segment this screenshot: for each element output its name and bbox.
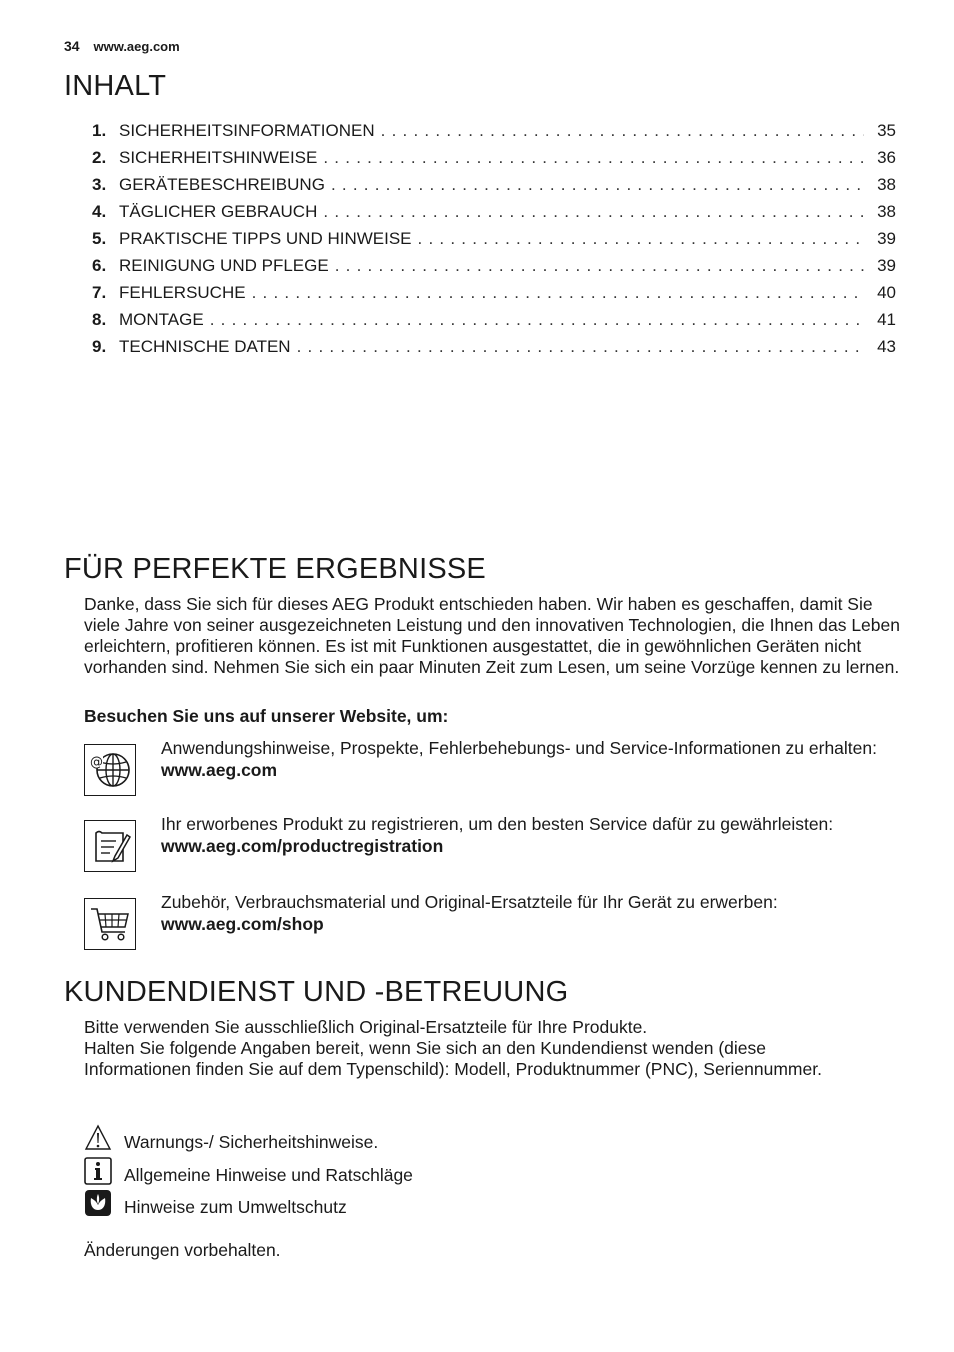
page-number: 34 — [64, 38, 80, 54]
toc-item-label: REINIGUNG UND PFLEGE — [119, 256, 329, 275]
toc-item-page: 36 — [877, 148, 896, 167]
service-description — [161, 738, 901, 781]
toc-item[interactable] — [92, 283, 896, 310]
toc-item-label: FEHLERSUCHE — [119, 283, 246, 302]
toc-leader-dots — [381, 121, 864, 141]
toc-item[interactable] — [92, 229, 896, 256]
toc-item-label: SICHERHEITSINFORMATIONEN — [119, 121, 375, 140]
service-description — [161, 892, 901, 935]
info-icon — [84, 1157, 112, 1185]
toc-item-label: SICHERHEITSHINWEISE — [119, 148, 318, 167]
toc-leader-dots — [210, 310, 864, 330]
header-url[interactable]: www.aeg.com — [93, 39, 180, 54]
toc-item-number: 1. — [92, 121, 107, 140]
section-title-kundendienst: KUNDENDIENST UND -BETREUUNG — [64, 976, 569, 1008]
toc-leader-dots — [252, 283, 864, 303]
toc-leader-dots — [323, 202, 864, 222]
toc-item-number: 4. — [92, 202, 107, 221]
toc-item-label: TECHNISCHE DATEN — [119, 337, 291, 356]
registration-form-icon — [84, 820, 136, 872]
toc-item[interactable] — [92, 337, 896, 364]
toc-leader-dots — [418, 229, 864, 249]
toc-item-number: 5. — [92, 229, 107, 248]
toc-leader-dots — [331, 175, 864, 195]
toc-item[interactable] — [92, 148, 896, 175]
toc-item-number: 7. — [92, 283, 107, 302]
toc-item-page: 40 — [877, 283, 896, 302]
toc-item-number: 9. — [92, 337, 107, 356]
toc-item-number: 8. — [92, 310, 107, 329]
shopping-cart-icon — [84, 898, 136, 950]
footer-note: Änderungen vorbehalten. — [84, 1240, 281, 1260]
environment-leaf-icon — [84, 1189, 112, 1217]
toc-title: INHALT — [64, 70, 167, 102]
service-link[interactable]: www.aeg.com — [161, 759, 278, 780]
toc-item-page: 38 — [877, 202, 896, 221]
toc-item[interactable] — [92, 202, 896, 229]
service-link[interactable]: www.aeg.com/productregistration — [161, 835, 444, 856]
toc-item-page: 39 — [877, 256, 896, 275]
toc-item[interactable] — [92, 175, 896, 202]
toc-leader-dots — [323, 148, 864, 168]
service-link[interactable]: www.aeg.com/shop — [161, 913, 324, 934]
toc-leader-dots — [335, 256, 864, 276]
service-text: Ihr erworbenes Produkt zu registrieren, um den besten Service dafür zu gewährleisten: — [161, 814, 834, 834]
visit-heading: Besuchen Sie uns auf unserer Website, um: — [84, 706, 449, 726]
toc-item-label: MONTAGE — [119, 310, 204, 329]
toc-item-page: 35 — [877, 121, 896, 140]
globe-icon — [84, 744, 136, 796]
legend-text: Allgemeine Hinweise und Ratschläge — [124, 1165, 413, 1185]
toc-item-page: 39 — [877, 229, 896, 248]
toc-item-number: 3. — [92, 175, 107, 194]
toc-item-page: 43 — [877, 337, 896, 356]
toc-item-page: 38 — [877, 175, 896, 194]
kundendienst-paragraph — [84, 1017, 904, 1080]
page-header — [64, 38, 180, 54]
table-of-contents — [92, 121, 896, 364]
legend-text: Hinweise zum Umweltschutz — [124, 1197, 347, 1217]
toc-item[interactable] — [92, 310, 896, 337]
kundendienst-line: Halten Sie folgende Angaben bereit, wenn Sie sich an den Kundendienst wenden (diese Informationen finden Sie auf dem Typenschild): Modell, Produktnummer (PNC), Seriennummer. — [84, 1038, 822, 1079]
kundendienst-line: Bitte verwenden Sie ausschließlich Original-Ersatzteile für Ihre Produkte. — [84, 1017, 648, 1037]
toc-item[interactable] — [92, 121, 896, 148]
toc-item[interactable] — [92, 256, 896, 283]
toc-item-number: 6. — [92, 256, 107, 275]
service-description — [161, 814, 901, 857]
service-text: Zubehör, Verbrauchsmaterial und Original-Ersatzteile für Ihr Gerät zu erwerben: — [161, 892, 778, 912]
toc-item-label: PRAKTISCHE TIPPS UND HINWEISE — [119, 229, 412, 248]
toc-item-label: GERÄTEBESCHREIBUNG — [119, 175, 325, 194]
svg-text:@: @ — [90, 755, 103, 770]
toc-leader-dots — [297, 337, 864, 357]
section-title-perfekt: FÜR PERFEKTE ERGEBNISSE — [64, 553, 486, 585]
toc-item-page: 41 — [877, 310, 896, 329]
legend-text: Warnungs-/ Sicherheitshinweise. — [124, 1132, 379, 1152]
service-text: Anwendungshinweise, Prospekte, Fehlerbehebungs- und Service-Informationen zu erhalten: — [161, 738, 877, 758]
warning-triangle-icon — [84, 1124, 112, 1152]
intro-paragraph: Danke, dass Sie sich für dieses AEG Produkt entschieden haben. Wir haben es geschaffen, damit Sie viele Jahre von seiner ausgezeichneten Leistung und den innovativen Technologien, die Ihnen das Leben erleichtern, profitieren können. Es ist mit Funktionen ausgestattet, die in gewöhnlichen Geräten nicht vorhanden sind. Nehmen Sie sich ein paar Minuten Zeit zum Lesen, um seine Vorzüge kennen zu lernen. — [84, 594, 900, 677]
toc-item-label: TÄGLICHER GEBRAUCH — [119, 202, 318, 221]
toc-item-number: 2. — [92, 148, 107, 167]
